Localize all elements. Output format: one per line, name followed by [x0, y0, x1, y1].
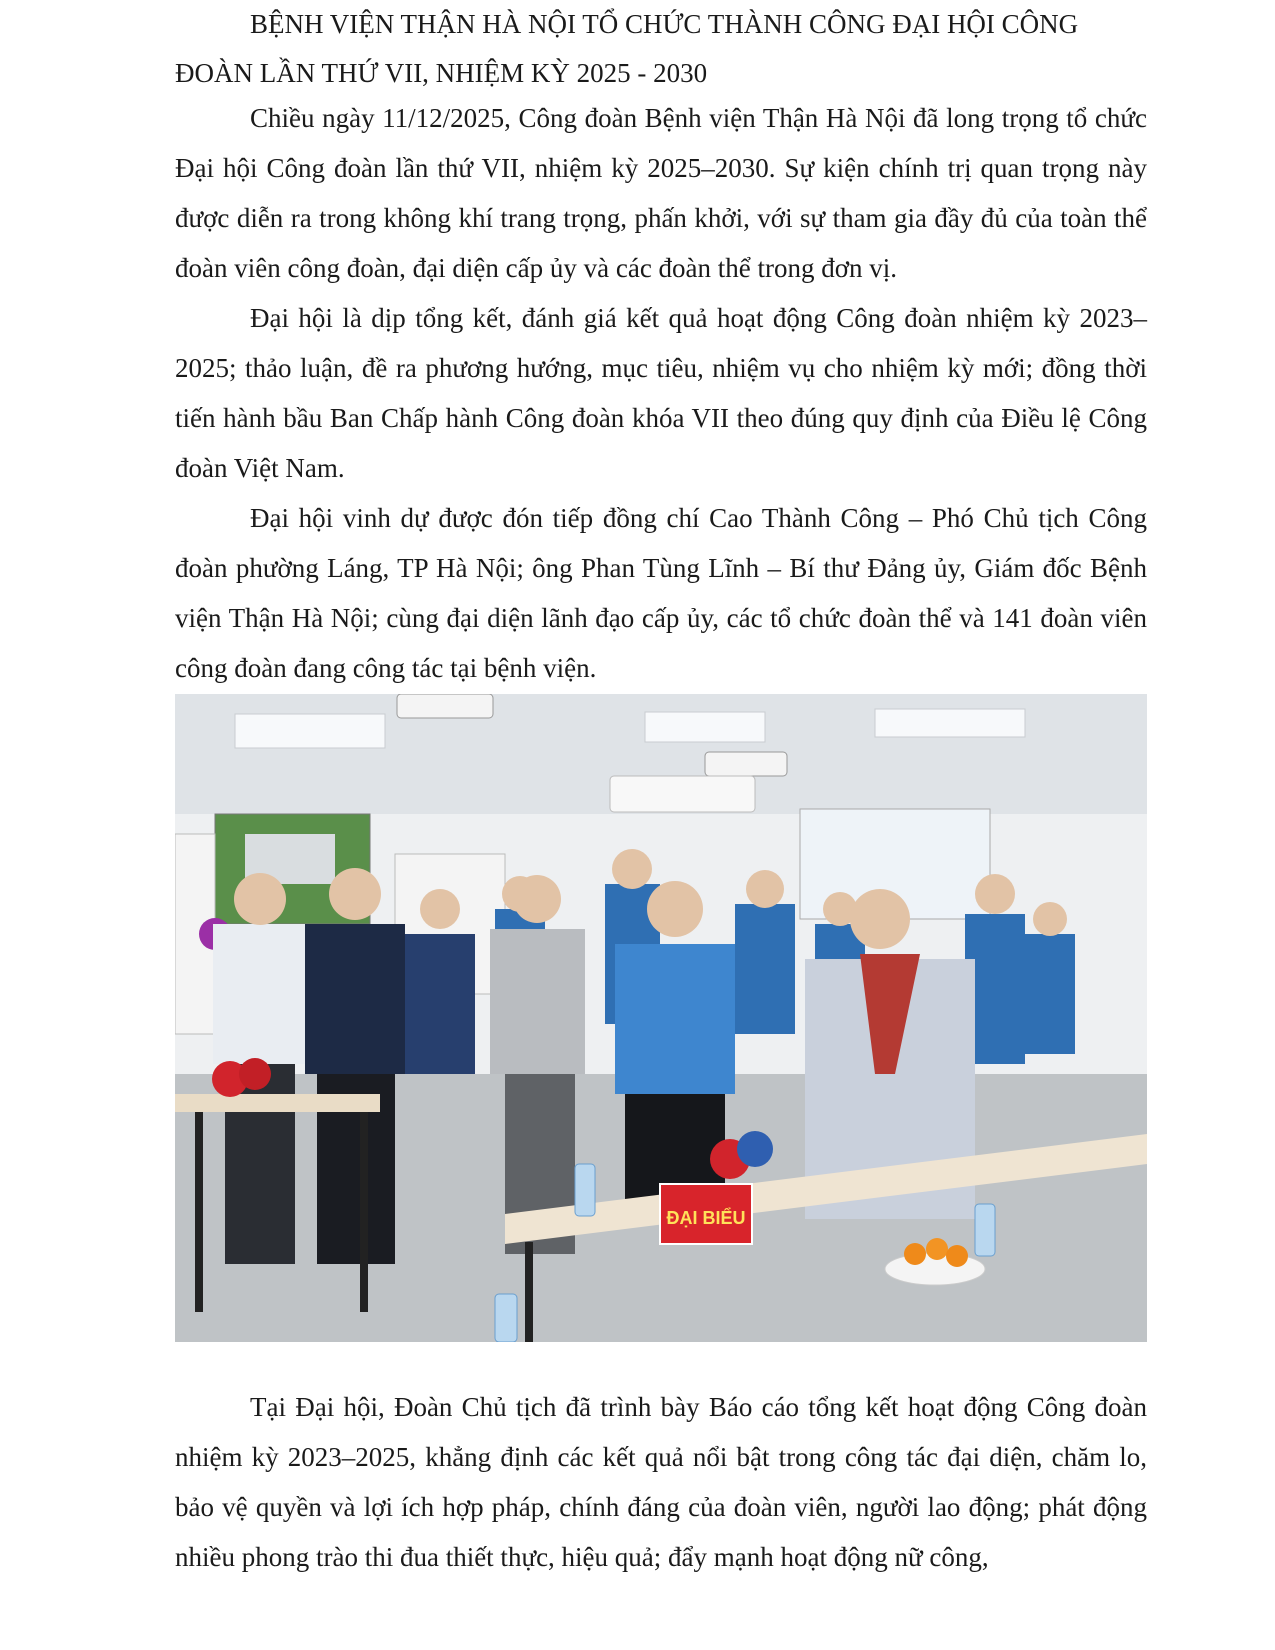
article-title: BỆNH VIỆN THẬN HÀ NỘI TỔ CHỨC THÀNH CÔNG ĐẠI HỘI CÔNG ĐOÀN LẦN THỨ VII, NHIỆM KỲ 2025 - 2030: [175, 9, 1079, 88]
article-body-top: [175, 93, 1147, 693]
table-sign-text: ĐẠI BIỂU: [666, 1208, 746, 1228]
paragraph-4: Tại Đại hội, Đoàn Chủ tịch đã trình bày Báo cáo tổng kết hoạt động Công đoàn nhiệm kỳ 2023–2025, khẳng định các kết quả nổi bật trong công tác đại diện, chăm lo, bảo vệ quyền và lợi ích hợp pháp, chính đáng của đoàn viên, người lao động; phát động nhiều phong trào thi đua thiết thực, hiệu quả; đẩy mạnh hoạt động nữ công,: [175, 1392, 1147, 1572]
paragraph-1: Chiều ngày 11/12/2025, Công đoàn Bệnh viện Thận Hà Nội đã long trọng tổ chức Đại hội Công đoàn lần thứ VII, nhiệm kỳ 2025–2030. Sự kiện chính trị quan trọng này được diễn ra trong không khí trang trọng, phấn khởi, với sự tham gia đầy đủ của toàn thể đoàn viên công đoàn, đại diện cấp ủy và các đoàn thể trong đơn vị.: [175, 103, 1147, 283]
paragraph-2: Đại hội là dịp tổng kết, đánh giá kết quả hoạt động Công đoàn nhiệm kỳ 2023–2025; thảo luận, đề ra phương hướng, mục tiêu, nhiệm vụ cho nhiệm kỳ mới; đồng thời tiến hành bầu Ban Chấp hành Công đoàn khóa VII theo đúng quy định của Điều lệ Công đoàn Việt Nam.: [175, 303, 1147, 483]
event-photo: [175, 694, 1147, 1342]
projector-icon: [397, 694, 493, 718]
event-photo-illustration: [175, 694, 1147, 1342]
projector-icon: [705, 752, 787, 776]
paragraph-3: Đại hội vinh dự được đón tiếp đồng chí Cao Thành Công – Phó Chủ tịch Công đoàn phường Láng, TP Hà Nội; ông Phan Tùng Lĩnh – Bí thư Đảng ủy, Giám đốc Bệnh viện Thận Hà Nội; cùng đại diện lãnh đạo cấp ủy, các tổ chức đoàn thể và 141 đoàn viên công đoàn đang công tác tại bệnh viện.: [175, 503, 1147, 683]
article-body-bottom: [175, 1382, 1147, 1582]
